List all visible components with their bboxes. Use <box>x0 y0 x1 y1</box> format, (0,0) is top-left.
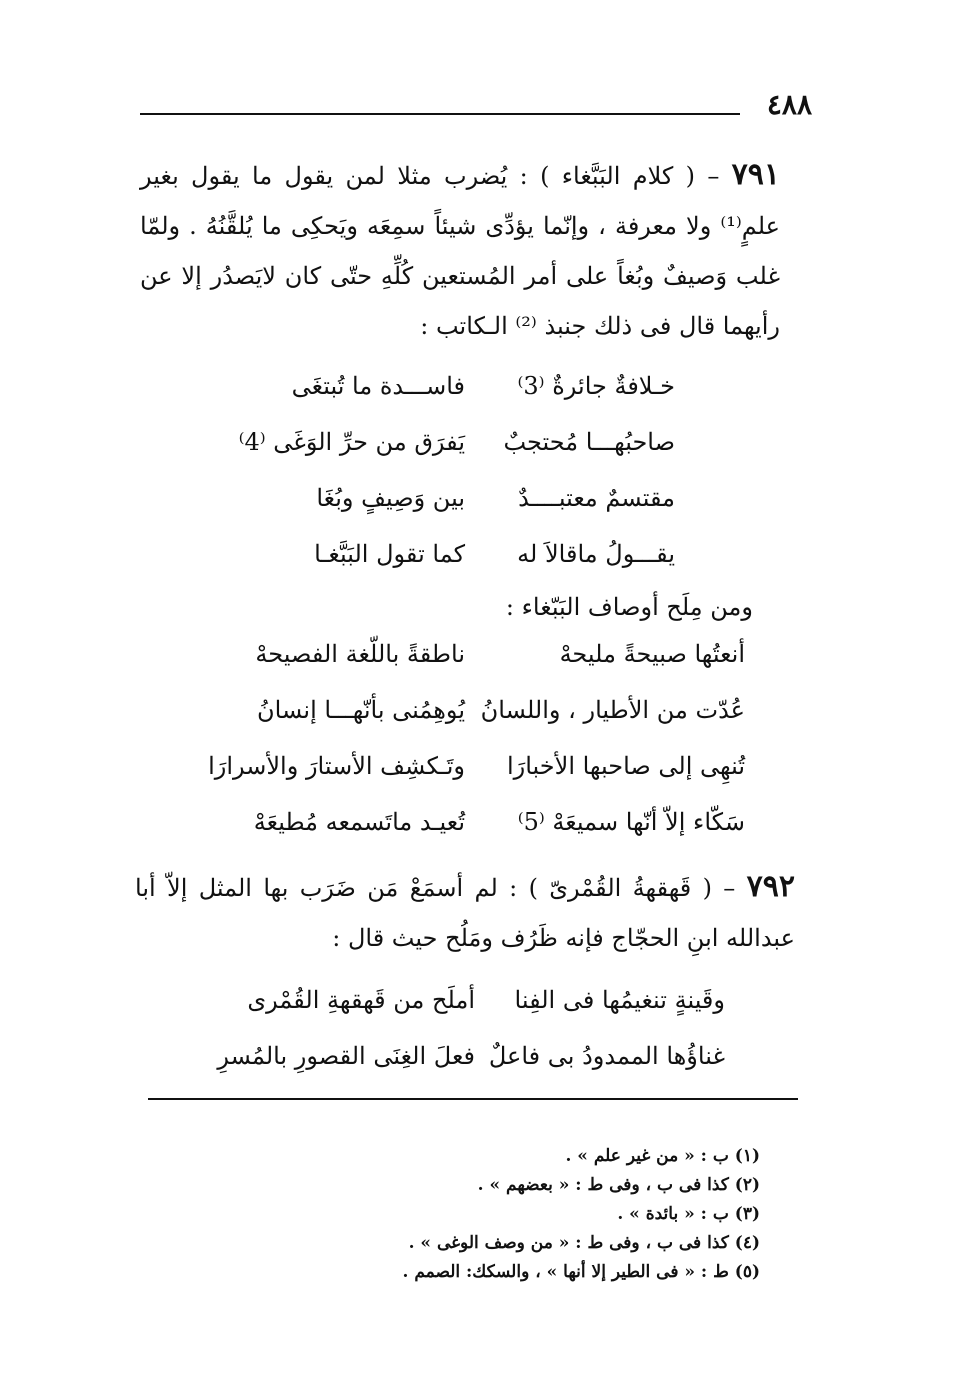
verse-line <box>185 738 745 794</box>
footnote-rule <box>148 1098 798 1100</box>
verse-hemistich: فعلَ الغِنَى القصورِ بالمُسرِ <box>217 1042 475 1070</box>
verse-hemistich: فاســـدة ما تُبتغَى <box>291 372 465 400</box>
entry-number: ٧٩٢ <box>746 869 795 904</box>
verse-hemistich: مقتسمٌ معتبــــدٌ <box>518 484 675 512</box>
poem-3 <box>217 972 725 1084</box>
verse-line <box>185 626 745 682</box>
verse-line <box>255 470 675 526</box>
verse-hemistich: أنعتُها صبيحةً مليحهْ <box>559 640 745 668</box>
header-rule <box>140 113 740 115</box>
verse-hemistich: تُعيـد ماتَسمعه مُطيعَهْ <box>253 808 465 836</box>
footnote: (٤) كذا فى ب ، وفى ط : « من وصف الوغى » . <box>408 1233 760 1253</box>
footnote: (١) ب : « من غير علم » . <box>565 1146 760 1166</box>
verse-hemistich: ناطقةً باللّغة الفصيحهْ <box>255 640 465 668</box>
verse-line <box>217 1028 725 1084</box>
poem-2-intro: ومن مِلَح أوصاف البَبّغاء : <box>505 593 753 621</box>
entry-text: – ( قَهقهةُ القُمْرىّ ) : لم أسمَعْ مَن ضَرَب بها المثل إلاّ أبا عبدالله ابنِ الحجّاج فإنه ظَرُف ومَلُح حيث قال : <box>135 874 795 952</box>
footnote: (٢) كذا فى ب ، وفى ط : « بعضهم » . <box>477 1175 760 1195</box>
verse-hemistich: يَفرَق من حرِّ الوَغَى ⁽4⁾ <box>238 428 465 456</box>
verse-line <box>255 526 675 582</box>
page-number: ٤٨٨ <box>766 88 812 121</box>
verse-hemistich: غناؤُها الممدودُ بى فاعلٌ <box>488 1042 725 1070</box>
footnote: (٣) ب : « بائدة » . <box>617 1204 760 1224</box>
verse-hemistich: صاحبُهـــا مُحتجبٌ <box>503 428 675 456</box>
verse-line <box>238 414 675 470</box>
verse-hemistich: وتَـكشِف الأستارَ والأسرارَا <box>208 752 465 780</box>
verse-hemistich: خـلافةٌ جائرةٌ ⁽3⁾ <box>517 372 675 400</box>
verse-line <box>255 358 675 414</box>
footnote: (٥) ط : « فى الطير إلا أنها » ، والسكك: الصمم . <box>402 1262 760 1282</box>
entry-791-paragraph <box>140 150 780 351</box>
entry-text: – ( كلام البَبَّغاء ) : يُضرب مثلا لمن يقول ما يقول بغير علمٍ⁽¹⁾ ولا معرفة ، وإنّما يؤدِّى شيئاً سمِعَه ويَحكِى ما يُلقَّنُهُ . ولمّا غلب وَصيفٌ وبُغاً على أمر المُستعين كُلِّهِ حتّى كان لايَصدُر إلا عن رأيهما قال فى ذلك جنبذ ⁽²⁾ الـكاتب : <box>140 162 780 340</box>
entry-number: ٧٩١ <box>731 157 780 192</box>
verse-hemistich: تُنهِى إلى صاحبها الأخبارَا <box>506 752 745 780</box>
verse-hemistich: عُدّت من الأطيار ، واللسانُ <box>480 696 745 724</box>
poem-1 <box>238 358 675 582</box>
entry-792-paragraph <box>135 862 795 963</box>
poem-2 <box>185 626 745 850</box>
verse-hemistich: سَكّاء إلاّ أنّها سميعَهْ ⁽5⁾ <box>517 808 745 836</box>
verse-hemistich: كما تقول البَبَّغـا <box>314 540 465 568</box>
verse-hemistich: يُوهِمُنى بأنّهـــا إنسانُ <box>257 696 465 724</box>
verse-line <box>225 972 725 1028</box>
verse-hemistich: أملَح من قَهقهةِ القُمْرى <box>247 986 475 1014</box>
page-header <box>140 88 812 122</box>
verse-hemistich: يقـــولُ ماقالاَ له <box>517 540 675 568</box>
verse-hemistich: وقَينةٍ تنغيمُها فى الفِنا <box>514 986 725 1014</box>
verse-hemistich: بين وَصِيفٍ وبُغَا <box>316 484 465 512</box>
verse-line <box>185 794 745 850</box>
footnotes <box>200 1142 760 1287</box>
verse-line <box>185 682 745 738</box>
